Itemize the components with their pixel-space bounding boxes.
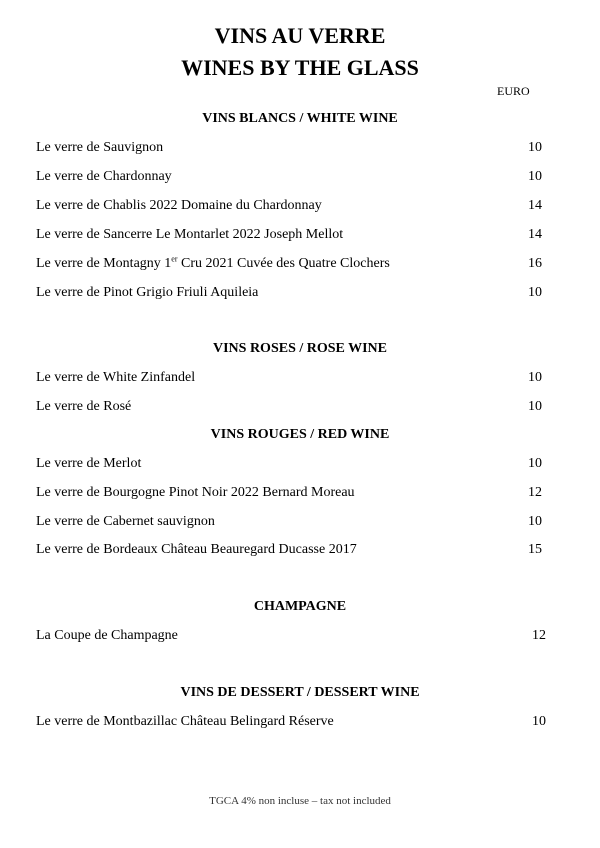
menu-item-price: 12: [528, 485, 542, 500]
menu-item-name: Le verre de Bourgogne Pinot Noir 2022 Bernard Moreau: [36, 485, 355, 500]
menu-item-name: Le verre de Montbazillac Château Belingard Réserve: [36, 714, 334, 729]
menu-item-name: Le verre de Bordeaux Château Beauregard Ducasse 2017: [36, 542, 357, 557]
ordinal-superscript: er: [171, 254, 178, 264]
section-title-champagne: CHAMPAGNE: [253, 599, 347, 614]
menu-item-price: 10: [532, 714, 546, 729]
menu-item-name: Le verre de Cabernet sauvignon: [36, 514, 215, 529]
menu-item-name: Le verre de Chablis 2022 Domaine du Chardonnay: [36, 198, 322, 213]
menu-item-name: Le verre de Chardonnay: [36, 169, 172, 184]
section-title-red-wine: VINS ROUGES / RED WINE: [210, 427, 390, 442]
menu-item-name: [36, 256, 390, 272]
menu-item-price: 10: [528, 456, 542, 471]
menu-item-price: 10: [528, 514, 542, 529]
menu-item-price: 10: [528, 285, 542, 300]
menu-item-price: 12: [532, 628, 546, 643]
menu-item-price: 10: [528, 370, 542, 385]
section-title-white-wine: VINS BLANCS / WHITE WINE: [202, 111, 398, 126]
menu-title-english: WINES BY THE GLASS: [181, 55, 419, 80]
menu-item-price: 14: [528, 227, 542, 242]
menu-item-name: Le verre de Pinot Grigio Friuli Aquileia: [36, 285, 259, 300]
menu-title-french: VINS AU VERRE: [214, 23, 386, 48]
section-title-dessert-wine: VINS DE DESSERT / DESSERT WINE: [180, 685, 420, 700]
menu-item-name: Le verre de Sancerre Le Montarlet 2022 Joseph Mellot: [36, 227, 344, 242]
menu-item-price: 10: [528, 399, 542, 414]
menu-item-price: 10: [528, 140, 542, 155]
tax-note: TGCA 4% non incluse – tax not included: [209, 795, 391, 807]
menu-item-price: 15: [528, 542, 542, 557]
menu-item-price: 10: [528, 169, 542, 184]
menu-item-name-part: Cru 2021 Cuvée des Quatre Clochers: [177, 256, 390, 271]
menu-item-name: Le verre de Rosé: [36, 399, 132, 414]
menu-item-name-part: Le verre de Montagny 1: [36, 256, 172, 271]
menu-item-name: La Coupe de Champagne: [36, 628, 178, 643]
section-title-rose-wine: VINS ROSES / ROSE WINE: [212, 341, 388, 356]
menu-item-price: 14: [528, 198, 542, 213]
currency-label: EURO: [497, 84, 530, 98]
menu-item-price: 16: [528, 256, 542, 271]
menu-item-name: Le verre de White Zinfandel: [36, 370, 196, 385]
menu-item-name: Le verre de Sauvignon: [36, 140, 164, 155]
menu-item-name: Le verre de Merlot: [36, 456, 142, 471]
